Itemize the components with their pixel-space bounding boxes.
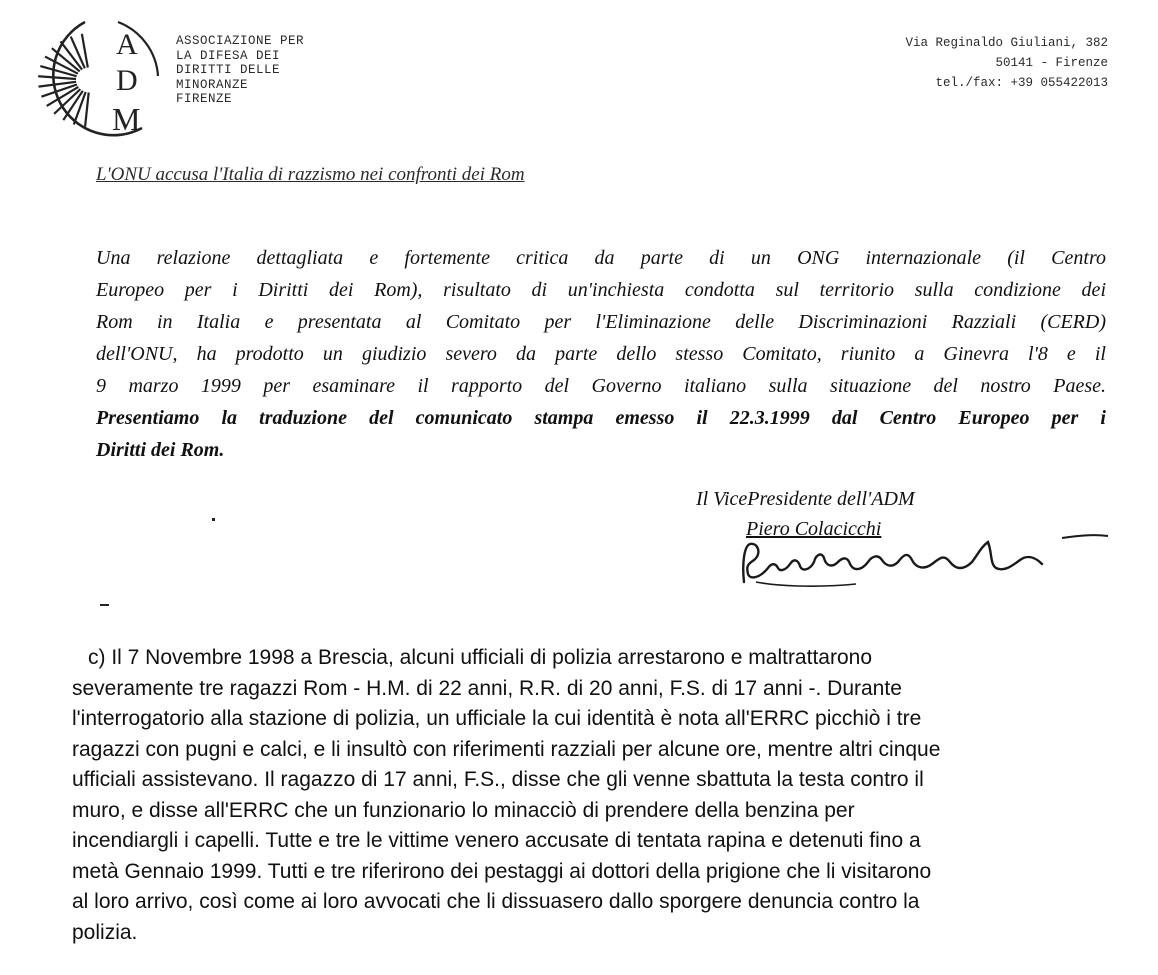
body-line: polizia. — [72, 920, 138, 944]
body-line: ragazzi con pugni e calci, e li insultò con riferimenti razziali per alcune ore, mentre altri cinque — [72, 737, 941, 761]
scan-speck — [212, 518, 215, 521]
org-name-line: MINORANZE — [176, 77, 249, 92]
logo-letter-a: A — [116, 28, 138, 61]
intro-line: Rom in Italia e presentata al Comitato per l'Eliminazione delle Discriminazioni Razziali (CERD) — [96, 311, 1106, 333]
body-line: incendiargli i capelli. Tutte e tre le vittime venero accusate di tentata rapina e detenuti fino a — [72, 829, 921, 852]
body-paragraph — [72, 643, 1112, 948]
body-line: muro, e disse all'ERRC che un funzionario lo minacciò di prendere della benzina per — [72, 798, 855, 822]
intro-line: 9 marzo 1999 per esaminare il rapporto del Governo italiano sulla situazione del nostro Paese. — [96, 375, 1106, 397]
org-name-line: DIRITTI DELLE — [176, 63, 281, 77]
intro-paragraph — [96, 242, 1106, 466]
adm-logo-icon — [30, 16, 170, 146]
intro-line: dell'ONU, ha prodotto un giudizio severo da parte dello stesso Comitato, riunito a Ginevra l'8 e il — [96, 343, 1106, 365]
body-line: c) Il 7 Novembre 1998 a Brescia, alcuni ufficiali di polizia arrestarono e maltrattarono — [88, 646, 872, 669]
headline: L'ONU accusa l'Italia di razzismo nei confronti dei Rom — [96, 164, 525, 185]
scan-speck — [100, 604, 109, 606]
intro-line: Europeo per i Diritti dei Rom), risultato di un'inchiesta condotta sul territorio sulla condizione dei — [96, 279, 1106, 301]
organization-name — [176, 34, 304, 107]
address-city: 50141 - Firenze — [995, 56, 1108, 70]
intro-line: Una relazione dettagliata e fortemente critica da parte di un ONG internazionale (il Centro — [96, 247, 1106, 269]
body-line: metà Gennaio 1999. Tutti e tre riferirono dei pestaggi ai dottori della prigione che li visitarono — [72, 859, 932, 883]
body-line: al loro arrivo, così come ai loro avvocati che li dissuasero dallo sporgere denuncia contro la — [72, 890, 920, 913]
org-name-line: LA DIFESA DEI — [176, 48, 281, 63]
body-line: l'interrogatorio alla stazione di polizia, un ufficiale la cui identità è nota all'ERRC picchiò i tre — [72, 707, 922, 730]
handwritten-signature-icon — [736, 524, 1116, 594]
address-street: Via Reginaldo Giuliani, 382 — [905, 36, 1108, 50]
org-name-line: FIRENZE — [176, 92, 233, 106]
organization-address — [905, 33, 1108, 93]
address-phone: tel./fax: +39 055422013 — [935, 76, 1108, 90]
intro-line: Presentiamo la traduzione del comunicato stampa emesso il 22.3.1999 dal Centro Europeo per i — [96, 407, 1106, 429]
logo-letter-d: D — [116, 64, 138, 97]
body-line: severamente tre ragazzi Rom - H.M. di 22 anni, R.R. di 20 anni, F.S. di 17 anni -. Durante — [72, 676, 902, 700]
logo-letter-m: M — [112, 101, 141, 137]
body-line: ufficiali assistevano. Il ragazzo di 17 anni, F.S., disse che gli venne sbattuta la testa contro il — [72, 768, 924, 791]
signatory-role: Il VicePresidente dell'ADM — [696, 488, 915, 510]
intro-line: Diritti dei Rom. — [96, 439, 225, 461]
org-name-line: ASSOCIAZIONE PER — [176, 34, 305, 48]
signatory-name: Piero Colacicchi — [746, 518, 882, 540]
